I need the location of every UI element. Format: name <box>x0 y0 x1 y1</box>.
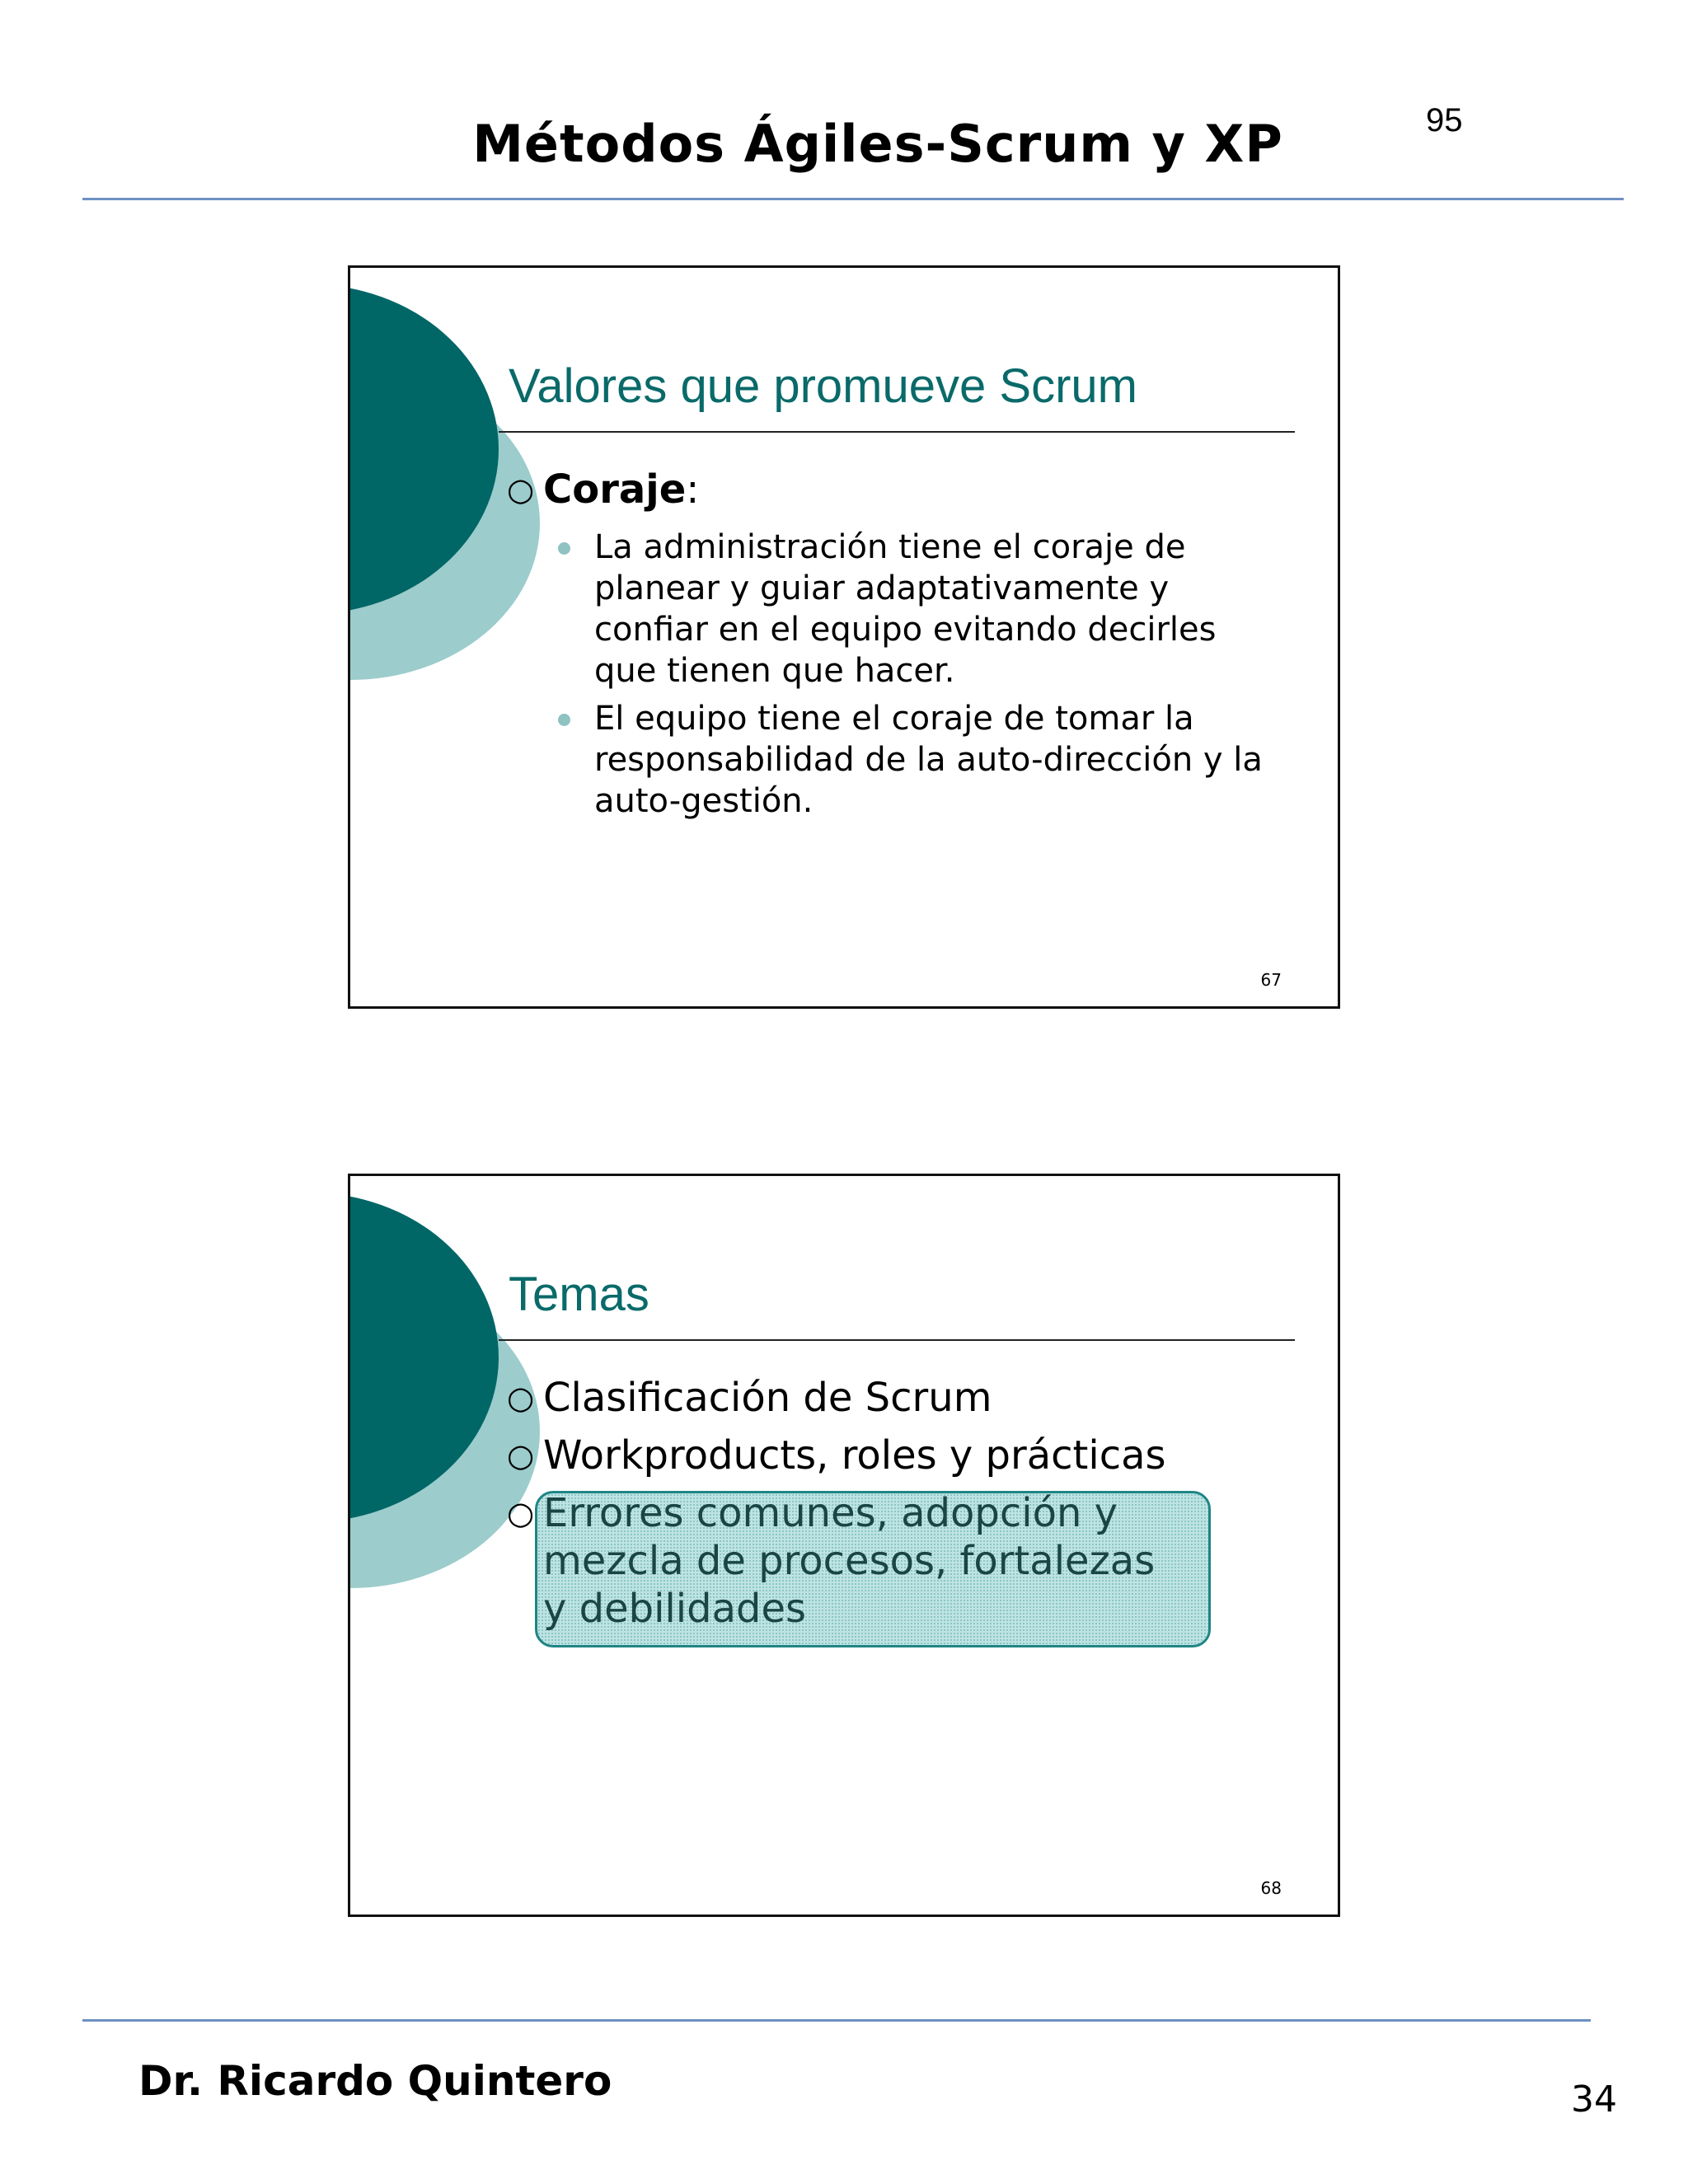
bullet-coraje <box>507 466 699 513</box>
sub-bullet-text: La administración tiene el coraje de planear y guiar adaptativamente y confiar en el equipo evitando decirles que tienen que hacer. <box>594 528 1217 690</box>
hollow-circle-bullet-icon: ○ <box>507 1437 535 1474</box>
slide-68 <box>348 1174 1340 1917</box>
slide-number: 68 <box>1260 1878 1282 1898</box>
slide-title-rule <box>499 1339 1295 1341</box>
slide-title: Valores que promueve Scrum <box>509 359 1137 413</box>
hollow-circle-bullet-icon: ○ <box>507 471 535 508</box>
dot-bullet-icon <box>558 714 570 726</box>
slide-67 <box>348 265 1340 1009</box>
slide-number: 67 <box>1260 970 1282 990</box>
slide-title: Temas <box>509 1268 649 1321</box>
list-item-text: Errores comunes, adopción y mezcla de procesos, fortalezas y debilidades <box>543 1490 1156 1632</box>
hollow-circle-bullet-icon: ○ <box>507 1495 535 1531</box>
header-divider <box>82 198 1624 200</box>
list-item <box>507 1432 1166 1479</box>
list-item <box>507 1374 992 1422</box>
bullet-suffix: : <box>686 466 700 513</box>
footer-divider <box>82 2019 1591 2022</box>
list-item-text: Clasificación de Scrum <box>543 1375 992 1421</box>
page-number-top: 95 <box>1426 102 1463 138</box>
sub-bullet <box>558 527 1267 691</box>
hollow-circle-bullet-icon: ○ <box>507 1380 535 1416</box>
footer-page-number: 34 <box>1571 2079 1617 2121</box>
page-title: Métodos Ágiles-Scrum y XP <box>472 114 1283 174</box>
list-item-text: Workproducts, roles y prácticas <box>543 1432 1166 1479</box>
list-item-highlighted <box>507 1489 1183 1633</box>
dot-bullet-icon <box>558 542 570 555</box>
footer-author: Dr. Ricardo Quintero <box>138 2057 612 2105</box>
bullet-label: Coraje <box>543 466 687 513</box>
slide-title-rule <box>499 431 1295 433</box>
sub-bullet-text: El equipo tiene el coraje de tomar la responsabilidad de la auto-dirección y la auto-gestión. <box>594 700 1263 820</box>
sub-bullet <box>558 698 1267 822</box>
